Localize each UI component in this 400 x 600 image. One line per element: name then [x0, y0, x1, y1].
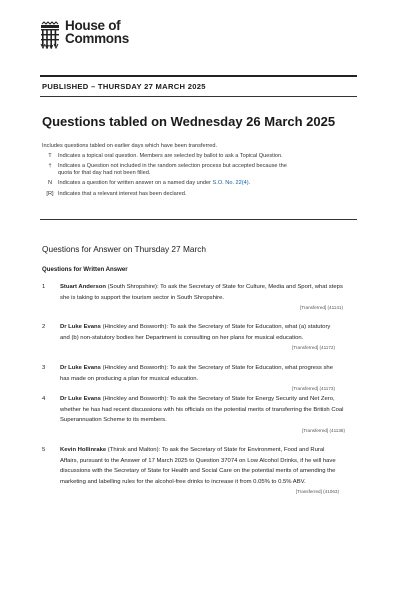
question-body: [60, 282, 357, 312]
constituency: (Hinckley and Bosworth):: [100, 396, 169, 402]
published-rule: [40, 96, 357, 97]
legend-text: Indicates that a relevant interest has been declared.: [58, 190, 187, 197]
question-number: 4: [42, 396, 46, 402]
question-item: [42, 394, 357, 435]
logo-wordmark: [65, 20, 129, 45]
legend-item-interest: [42, 191, 362, 198]
question-text: To ask the Secretary of State for Environment, Food and Rural Affairs, pursuant to the Answer of 17 March 2025 to Question 37074 on Low Alcohol Drinks, if he will have discussions with the Secretary of State for Health and Social Care on the potential merits of amending the marketing and labelling rules for the alcohol-free drinks to increase it from 0.05% to 0.5% ABV.: [60, 447, 336, 485]
legend-text-after: .: [248, 180, 251, 187]
legend-text-before: Indicates a question for written answer on a named day under: [58, 180, 213, 187]
member-name: Dr Luke Evans: [60, 324, 101, 330]
question-number: 5: [42, 447, 46, 453]
legend-item-quota: [42, 163, 362, 177]
portcullis-icon: [38, 21, 62, 49]
question-body: [60, 394, 357, 435]
page-title: Questions tabled on Wednesday 26 March 2025: [42, 114, 336, 129]
symbol-legend: [42, 153, 362, 201]
question-reference: [Transferred] (41138): [302, 427, 345, 433]
legend-rule: [40, 219, 357, 220]
intro-note: Includes questions tabled on earlier days which have been transferred.: [42, 143, 218, 149]
legend-text: Indicates a Question not included in the random selection process but accepted because the quota for that day had not been filled.: [58, 163, 287, 177]
question-item: [42, 322, 357, 352]
published-date: PUBLISHED – THURSDAY 27 MARCH 2025: [42, 82, 206, 91]
legend-text: Indicates a topical oral question. Members are selected by ballot to ask a Topical Question.: [58, 153, 283, 159]
member-name: Dr Luke Evans: [60, 396, 101, 402]
question-number: 3: [42, 365, 46, 371]
question-body: [60, 363, 357, 393]
legend-symbol: T: [48, 153, 52, 159]
question-text: To ask the Secretary of State for Culture, Media and Sport, what steps she is taking to support the tourism sector in South Shropshire.: [60, 284, 343, 301]
legend-text: [58, 180, 362, 187]
logo-line-2: Commons: [65, 30, 129, 46]
question-reference: [Transferred] (41172): [292, 345, 335, 350]
question-reference: [Transferred] (41063): [295, 489, 339, 494]
constituency: (Thirsk and Malton):: [106, 447, 161, 453]
question-item: [42, 363, 357, 393]
legend-item-topical: [42, 153, 362, 160]
question-item: [42, 445, 357, 496]
question-text: To ask the Secretary of State for Education, what (a) statutory and (b) non-statutory bodies her Department is consulting on her plans for musical education.: [60, 324, 331, 341]
logo-line-1: House of: [65, 18, 121, 33]
house-of-commons-logo: [38, 20, 129, 49]
question-text: To ask the Secretary of State for Education, what progress she has made on producing a plan for musical education.: [60, 365, 333, 382]
question-item: [42, 282, 357, 312]
member-name: Dr Luke Evans: [60, 365, 101, 371]
member-name: Stuart Anderson: [60, 284, 106, 290]
member-name: Kevin Hollinrake: [60, 447, 107, 453]
question-text: To ask the Secretary of State for Energy Security and Net Zero, whether he has had recent discussions with his officials on the potential merits of transferring the British Coal Superannuation Scheme to its members.: [60, 396, 344, 423]
legend-symbol: †: [48, 163, 52, 170]
question-number: 2: [42, 324, 46, 330]
top-rule: [40, 75, 357, 77]
questions-subheading: Questions for Answer on Thursday 27 March: [42, 244, 207, 254]
question-reference: [Transferred] (41173): [292, 386, 335, 391]
constituency: (South Shropshire):: [105, 284, 159, 290]
question-body: [60, 322, 357, 352]
legend-item-named-day: [42, 180, 362, 187]
legend-symbol: [R]: [46, 190, 54, 197]
constituency: (Hinckley and Bosworth):: [100, 324, 169, 330]
question-reference: [Transferred] (41141): [300, 305, 343, 310]
legend-symbol: N: [47, 180, 53, 187]
standing-order-link[interactable]: S.O. No. 22(4): [212, 180, 249, 187]
section-heading: Questions for Written Answer: [42, 266, 128, 273]
constituency: (Hinckley and Bosworth):: [100, 365, 169, 371]
question-number: 1: [42, 284, 46, 290]
question-body: [60, 445, 357, 496]
